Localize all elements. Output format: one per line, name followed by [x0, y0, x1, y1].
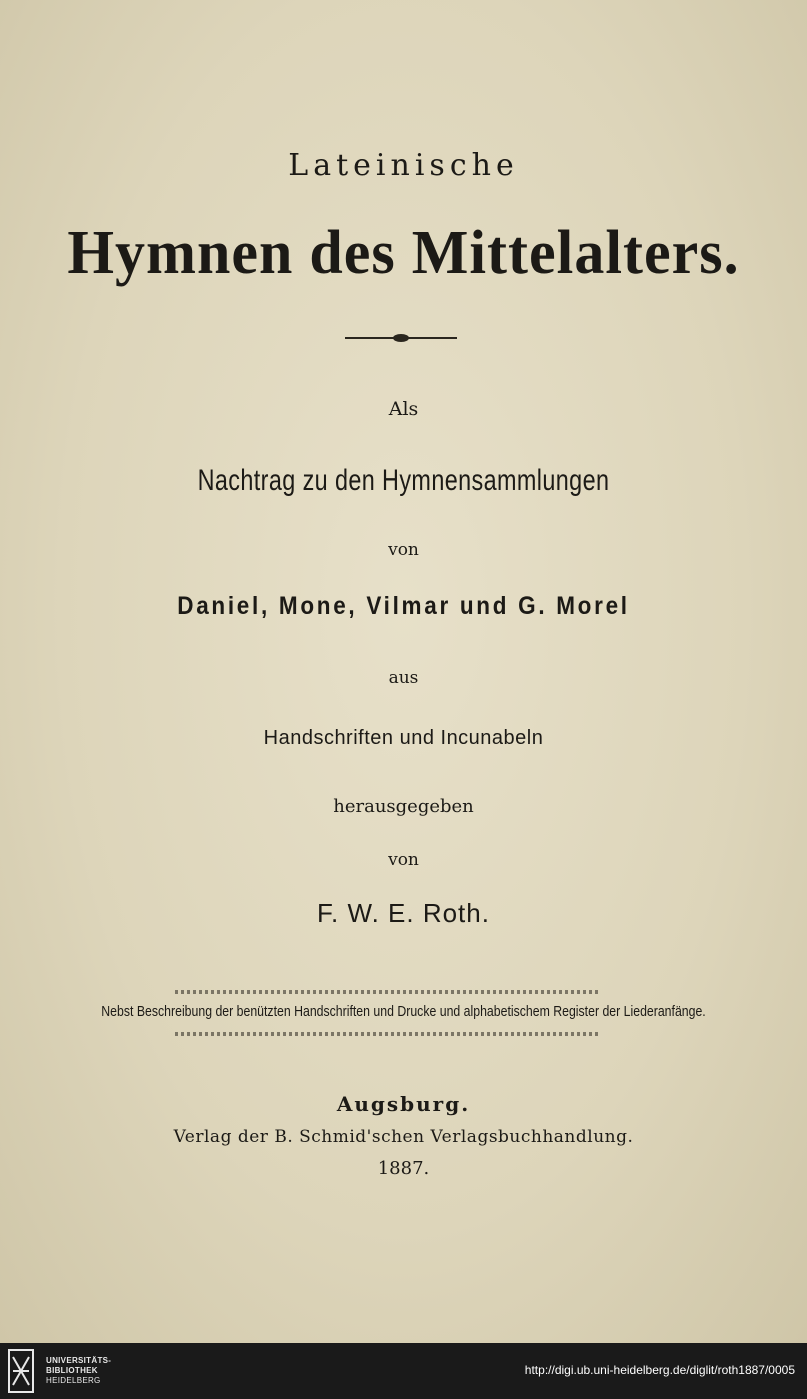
text-als: Als	[388, 398, 419, 420]
wavy-rule-bottom	[175, 1032, 600, 1036]
logo-line-1: UNIVERSITÄTS-	[46, 1356, 112, 1365]
subtitle-nachtrag: Nachtrag zu den Hymnensammlungen	[197, 464, 610, 497]
place-of-publication: Augsburg.	[336, 1092, 471, 1116]
text-aus: aus	[388, 668, 419, 688]
university-library-logo-icon[interactable]	[8, 1349, 34, 1393]
text-von-2: von	[388, 850, 419, 870]
main-title: Hymnen des Mittelalters.	[67, 217, 740, 287]
logo-line-2: BIBLIOTHEK	[46, 1366, 98, 1375]
text-herausgegeben: herausgegeben	[333, 796, 474, 817]
logo-line-3: HEIDELBERG	[46, 1376, 101, 1385]
publisher: Verlag der B. Schmid'schen Verlagsbuchhandlung.	[173, 1127, 634, 1147]
ornament-dot-icon	[393, 334, 409, 342]
contents-note: Nebst Beschreibung der benützten Handschriften und Drucke und alphabetischem Register der Liederanfänge.	[101, 1003, 706, 1020]
library-logo-text[interactable]	[46, 1356, 111, 1386]
wavy-rule-top	[175, 990, 600, 994]
publication-year: 1887.	[377, 1158, 430, 1179]
text-von-1: von	[388, 540, 419, 560]
editor-name: F. W. E. Roth.	[317, 898, 490, 928]
footer-bar	[0, 1343, 807, 1399]
authors-list: Daniel, Mone, Vilmar und G. Morel	[177, 592, 630, 620]
permalink-url[interactable]: http://digi.ub.uni-heidelberg.de/diglit/roth1887/0005	[524, 1363, 795, 1377]
title-line-lateinische: Lateinische	[288, 148, 519, 183]
sources-line: Handschriften und Incunabeln	[263, 727, 544, 749]
